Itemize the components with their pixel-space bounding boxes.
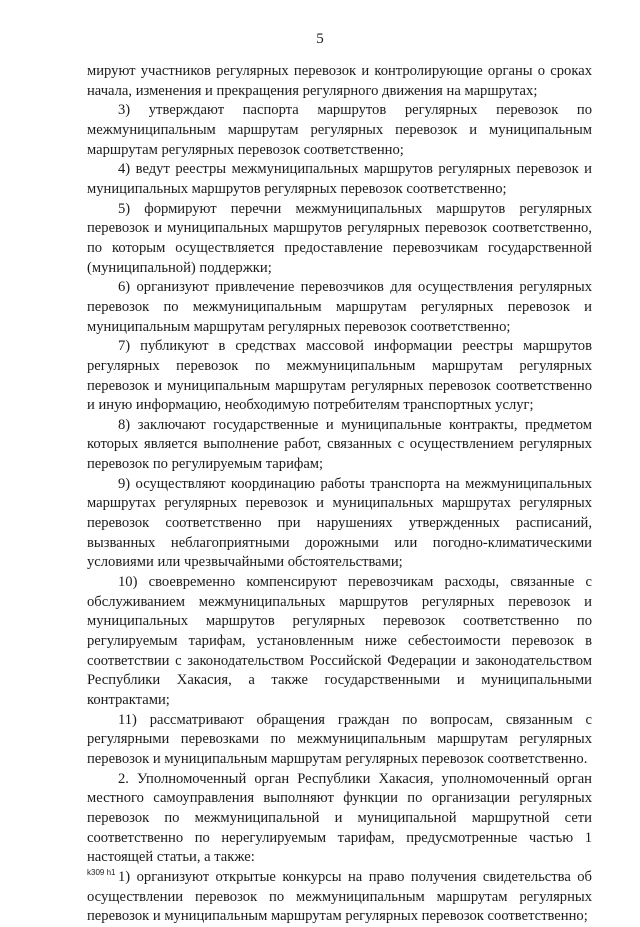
document-body <box>87 62 592 927</box>
paragraph: 4) ведут реестры межмуниципальных маршрутов регулярных перевозок и муниципальных маршрутов регулярных перевозок соответственно; <box>87 161 592 197</box>
paragraph: 9) осуществляют координацию работы транспорта на межмуниципальных маршрутах регулярных перевозок и муниципальных маршрутах регулярных перевозок соответственно при нарушениях утвержденных расписаний, вызванных неблагоприятными дорожными или погодно-климатическими условиями или чрезвычайными обстоятельствами; <box>87 475 592 571</box>
paragraph: 7) публикуют в средствах массовой информации реестры маршрутов регулярных перевозок по межмуниципальным маршрутам регулярных перевозок и муниципальным маршрутам регулярных перевозок соответственно и иную информацию, необходимую потребителям транспортных услуг; <box>87 338 592 414</box>
paragraph: 10) своевременно компенсируют перевозчикам расходы, связанные с обслуживанием межмуниципальных маршрутов регулярных перевозок и муниципальных маршрутов регулярных перевозок соответственно по регулируемым тарифам, установленным ниже себестоимости перевозок в соответствии с законодательством Российской Федерации и законодательством Республики Хакасия, а также государственными и муниципальными контрактами; <box>87 574 592 708</box>
paragraph: 11) рассматривают обращения граждан по вопросам, связанным с регулярными перевозками по межмуниципальным маршрутам регулярных перевозок и муниципальным маршрутам регулярных перевозок соответственно. <box>87 711 592 767</box>
paragraph: 3) утверждают паспорта маршрутов регулярных перевозок по межмуниципальным маршрутам регулярных перевозок и муниципальным маршрутам регулярных перевозок соответственно; <box>87 102 592 158</box>
paragraph: 5) формируют перечни межмуниципальных маршрутов регулярных перевозок и муниципальных маршрутов регулярных перевозок соответственно, по которым осуществляется предоставление перевозчикам государственной (муниципальной) поддержки; <box>87 200 592 276</box>
paragraph: 1) организуют открытые конкурсы на право получения свидетельства об осуществлении перевозок по межмуниципальным маршрутам регулярных перевозок и муниципальным маршрутам регулярных перевозок соответственно; <box>87 868 592 925</box>
paragraph: 2. Уполномоченный орган Республики Хакасия, уполномоченный орган местного самоуправления выполняют функции по организации регулярных перевозок по межмуниципальной и муниципальной маршрутной сети соответственно по нерегулируемым тарифам, предусмотренные частью 1 настоящей статьи, а также: <box>87 770 592 866</box>
footer-code: k309 h1 <box>87 868 116 877</box>
paragraph: 8) заключают государственные и муниципальные контракты, предметом которых является выполнение работ, связанных с осуществлением регулярных перевозок по регулируемым тарифам; <box>87 416 592 473</box>
paragraph: мируют участников регулярных перевозок и контролирующие органы о сроках начала, изменения и прекращения регулярного движения на маршрутах; <box>87 63 592 99</box>
page-number: 5 <box>316 31 324 47</box>
paragraph: 6) организуют привлечение перевозчиков для осуществления регулярных перевозок по межмуниципальным маршрутам регулярных перевозок и муниципальным маршрутам регулярных перевозок соответственно; <box>87 279 592 335</box>
